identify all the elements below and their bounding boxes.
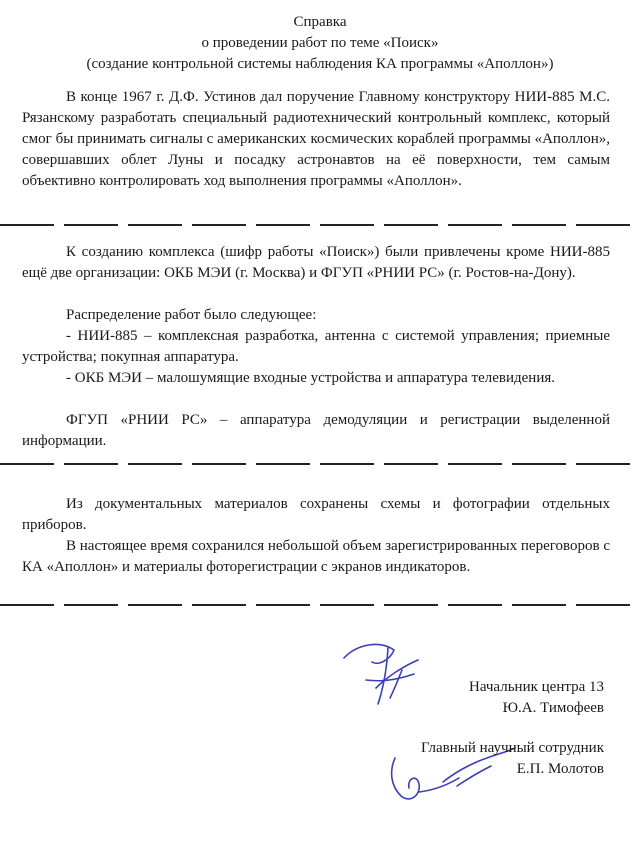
signature-block-2	[390, 738, 604, 780]
section2-paragraph-5: ФГУП «РНИИ РС» – аппаратура демодуляции и регистрации выделенной информации.	[22, 412, 610, 449]
section3-paragraph-2: В настоящее время сохранился небольшой объем зарегистрированных переговоров с КА «Аполлон» и материалы фоторегистрации с экранов индикаторов.	[22, 538, 610, 575]
signatory-2-name: Е.П. Молотов	[516, 761, 604, 777]
document-subject: о проведении работ по теме «Поиск»	[201, 35, 439, 51]
section-divider-1	[0, 224, 640, 226]
section1-paragraph: В конце 1967 г. Д.Ф. Устинов дал поручение Главному конструктору НИИ-885 М.С. Рязанскому разработать специальный радиотехнический контрольный комплекс, который смог бы принимать сигналы с американских космических кораблей программы «Аполлон», совершавших облет Луны и посадку астронавтов на её поверхности, тем самым объективно контролировать ход выполнения программы «Аполлон».	[22, 89, 610, 189]
section2-paragraph-4: - ОКБ МЭИ – малошумящие входные устройства и аппаратура телевидения.	[66, 370, 556, 386]
section-divider-3	[0, 604, 640, 606]
section2-paragraph-1: К созданию комплекса (шифр работы «Поиск») были привлечены кроме НИИ-885 ещё две организации: ОКБ МЭИ (г. Москва) и ФГУП «РНИИ РС» (г. Ростов-на-Дону).	[22, 244, 610, 281]
section3-paragraph-1: Из документальных материалов сохранены схемы и фотографии отдельных приборов.	[22, 496, 610, 533]
signature-block-1	[440, 677, 604, 719]
document-title: Справка	[293, 14, 347, 30]
section2-paragraph-2: Распределение работ было следующее:	[66, 307, 317, 323]
signatory-1-title: Начальник центра 13	[469, 679, 604, 695]
signature-timofeev-image	[332, 636, 432, 716]
section2-paragraph-3: - НИИ-885 – комплексная разработка, антенна с системой управления; приемные устройства; покупная аппаратура.	[22, 328, 610, 365]
signatory-1-name: Ю.А. Тимофеев	[502, 700, 604, 716]
section-divider-2	[0, 463, 640, 465]
document-header	[0, 12, 640, 75]
signatory-2-title: Главный научный сотрудник	[420, 740, 604, 756]
document-subtitle: (создание контрольной системы наблюдения КА программы «Аполлон»)	[86, 56, 554, 72]
